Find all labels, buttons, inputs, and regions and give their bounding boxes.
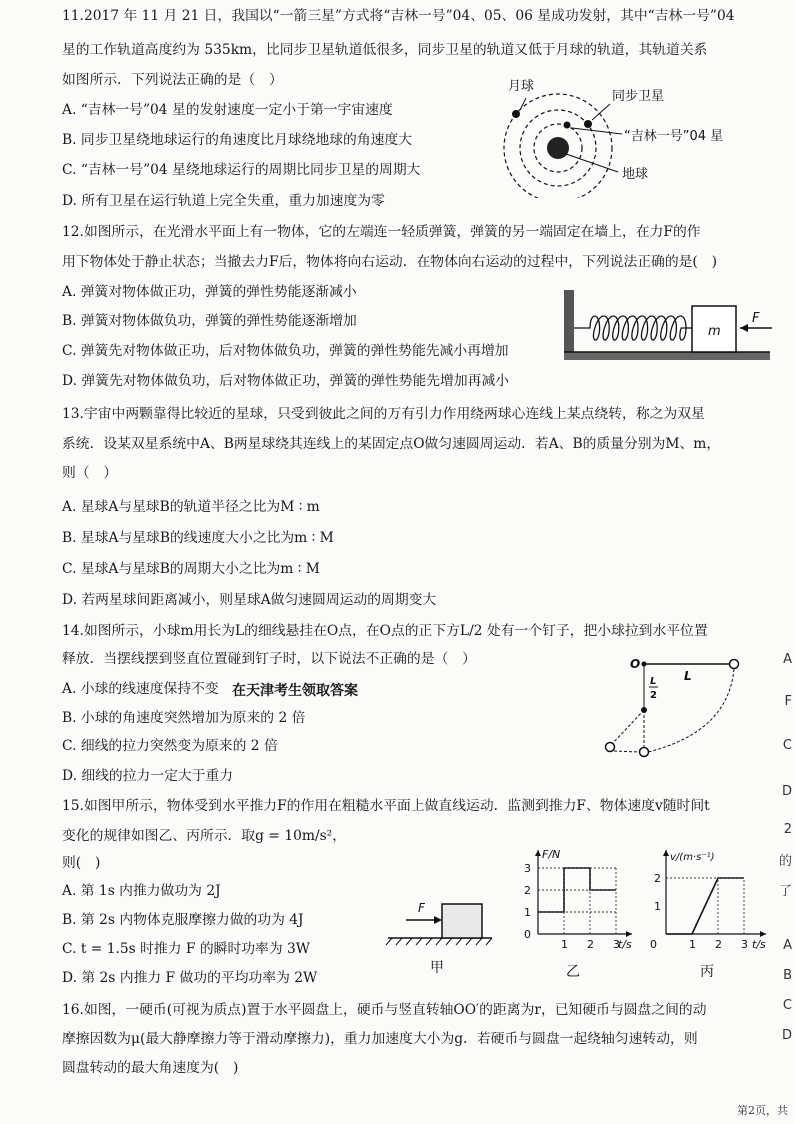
q16-stem-line-3: 圆盘转动的最大角速度为( ) (62, 1060, 239, 1076)
l-label: L (684, 669, 692, 683)
moon-dot (512, 110, 520, 118)
q14-option-a: A. 小球的线速度保持不变 (62, 681, 219, 697)
q12-stem-line-2: 用下物体处于静止状态；当撤去力F后，物体将向右运动．在物体向右运动的过程中，下列说法正确的是( ) (62, 254, 717, 270)
jilin-label: “吉林一号”04 星 (624, 129, 724, 144)
q13-option-a: A. 星球A与星球B的轨道半径之比为M ∶ m (62, 499, 320, 515)
q15-option-a: A. 第 1s 内推力做功为 2J (62, 883, 221, 899)
bing-xtick-label: 2 (715, 938, 722, 951)
ball-bottom (640, 748, 649, 757)
chart-yi (516, 844, 636, 980)
edge-mark: D (781, 784, 792, 799)
earth-label: 地球 (622, 167, 649, 182)
wall (564, 290, 574, 360)
bing-xtick-label: 0 (650, 938, 657, 951)
ball-start (730, 660, 739, 669)
orbit-figure (490, 68, 790, 198)
yi-xtick-label: 3 (613, 938, 620, 951)
spring-figure (560, 286, 774, 368)
q16-stem-line-1: 16.如图，一硬币(可视为质点)置于水平圆盘上，硬币与竖直转轴OO′的距离为r，已知硬币与圆盘之间的动 (62, 1002, 707, 1018)
bing-xlabel: t/s (752, 938, 766, 951)
q14-stem-line-2: 释放．当摆线摆到竖直位置碰到钉子时，以下说法不正确的是（ ） (62, 651, 476, 667)
yi-xtick-label: 1 (561, 938, 568, 951)
bing-caption: 丙 (700, 964, 714, 980)
ball-left (606, 743, 615, 752)
q15-option-b: B. 第 2s 内物体克服摩擦力做的功为 4J (62, 912, 304, 928)
bing-xtick-label: 1 (689, 938, 696, 951)
bing-ytick-label: 1 (654, 900, 661, 913)
bing-xtick-label: 3 (741, 938, 748, 951)
page-footer: 第2页，共 (737, 1104, 788, 1117)
edge-mark: C (782, 998, 792, 1013)
sync-dot (584, 120, 592, 128)
edge-mark: 2 (783, 822, 792, 837)
yi-ytick-label: 3 (524, 862, 531, 875)
edge-mark: 的 (778, 854, 792, 869)
q14-option-d: D. 细线的拉力一定大于重力 (62, 768, 234, 784)
earth-ball (547, 137, 569, 159)
q15-stem-line-2: 变化的规律如图乙、丙所示．取g = 10m/s²， (62, 828, 347, 844)
half-den: 2 (650, 690, 657, 701)
pendulum-figure (596, 652, 756, 762)
q11-stem-line-1: 11.2017 年 11 月 21 日，我国以“一箭三星”方式将“吉林一号”04、05、06 星成功发射，其中“吉林一号”04 (62, 8, 735, 24)
edge-mark: A (783, 938, 792, 953)
q12-stem-line-1: 12.如图所示，在光滑水平面上有一物体，它的左端连一轻质弹簧，弹簧的另一端固定在墙上，在力F的作 (62, 224, 701, 240)
watermark-stamp: 在天津考生领取答案 (232, 683, 358, 699)
spring (574, 316, 692, 340)
q13-option-d: D. 若两星球间距离减小，则星球A做匀速圆周运动的周期变大 (62, 592, 437, 608)
yi-ytick-label: 0 (524, 928, 531, 941)
q14-option-b: B. 小球的角速度突然增加为原来的 2 倍 (62, 710, 306, 726)
q16-stem-line-2: 摩擦因数为μ(最大静摩擦力等于滑动摩擦力)，重力加速度大小为g．若硬币与圆盘一起绕轴匀速转动，则 (62, 1031, 698, 1047)
jia-force-label: F (418, 901, 425, 915)
edge-mark: D (781, 1028, 792, 1043)
yi-xlabel: t/s (618, 938, 632, 951)
mass-label: m (708, 324, 721, 339)
edge-mark: B (783, 968, 792, 983)
block (442, 904, 482, 938)
edge-mark: 了 (778, 884, 792, 899)
q11-stem-line-3: 如图所示．下列说法正确的是（ ） (62, 72, 283, 88)
q11-stem-line-2: 星的工作轨道高度约为 535km，比同步卫星轨道低很多，同步卫星的轨道又低于月球的轨道，其轨道关系 (62, 42, 708, 58)
q12-option-d: D. 弹簧先对物体做负功，后对物体做正功，弹簧的弹性势能先增加再减小 (62, 373, 510, 389)
bing-series-line (666, 878, 744, 934)
yi-ytick-label: 2 (524, 884, 531, 897)
yi-ylabel: F/N (542, 848, 561, 861)
q15-stem-line-1: 15.如图甲所示，物体受到水平推力F的作用在粗糙水平面上做直线运动．监测到推力F、物体速度v随时间t (62, 798, 710, 814)
yi-ytick-label: 1 (524, 906, 531, 919)
jia-caption: 甲 (430, 960, 444, 976)
sync-label: 同步卫星 (612, 89, 665, 104)
chart-bing (648, 844, 772, 980)
q12-option-a: A. 弹簧对物体做正功，弹簧的弹性势能逐渐减小 (62, 284, 357, 300)
q12-option-c: C. 弹簧先对物体做正功，后对物体做负功，弹簧的弹性势能先减小再增加 (62, 343, 509, 359)
half-num: L (650, 676, 657, 687)
q15-stem-line-3: 则( ) (62, 855, 101, 871)
q12-option-b: B. 弹簧对物体做负功，弹簧的弹性势能逐渐增加 (62, 313, 357, 329)
force-label: F (752, 311, 760, 326)
q13-stem-line-3: 则（ ） (62, 465, 118, 481)
fig-jia (380, 888, 500, 978)
moon-label: 月球 (508, 79, 535, 94)
q11-option-d: D. 所有卫星在运行轨道上完全失重，重力加速度为零 (62, 193, 385, 209)
q14-option-c: C. 细线的拉力突然变为原来的 2 倍 (62, 738, 278, 754)
q11-option-c: C. “吉林一号”04 星绕地球运行的周期比同步卫星的周期大 (62, 162, 421, 178)
yi-series-line (538, 868, 616, 912)
q13-option-c: C. 星球A与星球B的周期大小之比为m ∶ M (62, 561, 320, 577)
q13-stem-line-1: 13.宇宙中两颗靠得比较近的星球，只受到彼此之间的万有引力作用绕两球心连线上某点绕转，称之为双星 (62, 406, 705, 422)
q15-option-d: D. 第 2s 内推力 F 做功的平均功率为 2W (62, 970, 318, 986)
yi-caption: 乙 (566, 964, 580, 980)
yi-xtick-label: 2 (587, 938, 594, 951)
jilin-dot (564, 122, 571, 129)
floor (564, 352, 770, 360)
bing-ytick-label: 2 (654, 872, 661, 885)
o-label: O (630, 657, 641, 671)
q13-stem-line-2: 系统．设某双星系统中A、B两星球绕其连线上的某固定点O做匀速圆周运动．若A、B的质量分别为M、m， (62, 436, 721, 452)
bing-ylabel: v/(m·s⁻¹) (670, 852, 715, 863)
q15-option-c: C. t = 1.5s 时推力 F 的瞬时功率为 3W (62, 941, 310, 957)
q11-option-b: B. 同步卫星绕地球运行的角速度比月球绕地球的角速度大 (62, 132, 413, 148)
q11-option-a: A. “吉林一号”04 星的发射速度一定小于第一宇宙速度 (62, 102, 393, 118)
q14-stem-line-1: 14.如图所示，小球m用长为L的细线悬挂在O点，在O点的正下方L/2 处有一个钉子，把小球拉到水平位置 (62, 623, 708, 639)
edge-mark: A (783, 652, 792, 667)
edge-mark: F (784, 694, 792, 709)
edge-mark: C (782, 738, 792, 753)
q13-option-b: B. 星球A与星球B的线速度大小之比为m ∶ M (62, 530, 334, 546)
